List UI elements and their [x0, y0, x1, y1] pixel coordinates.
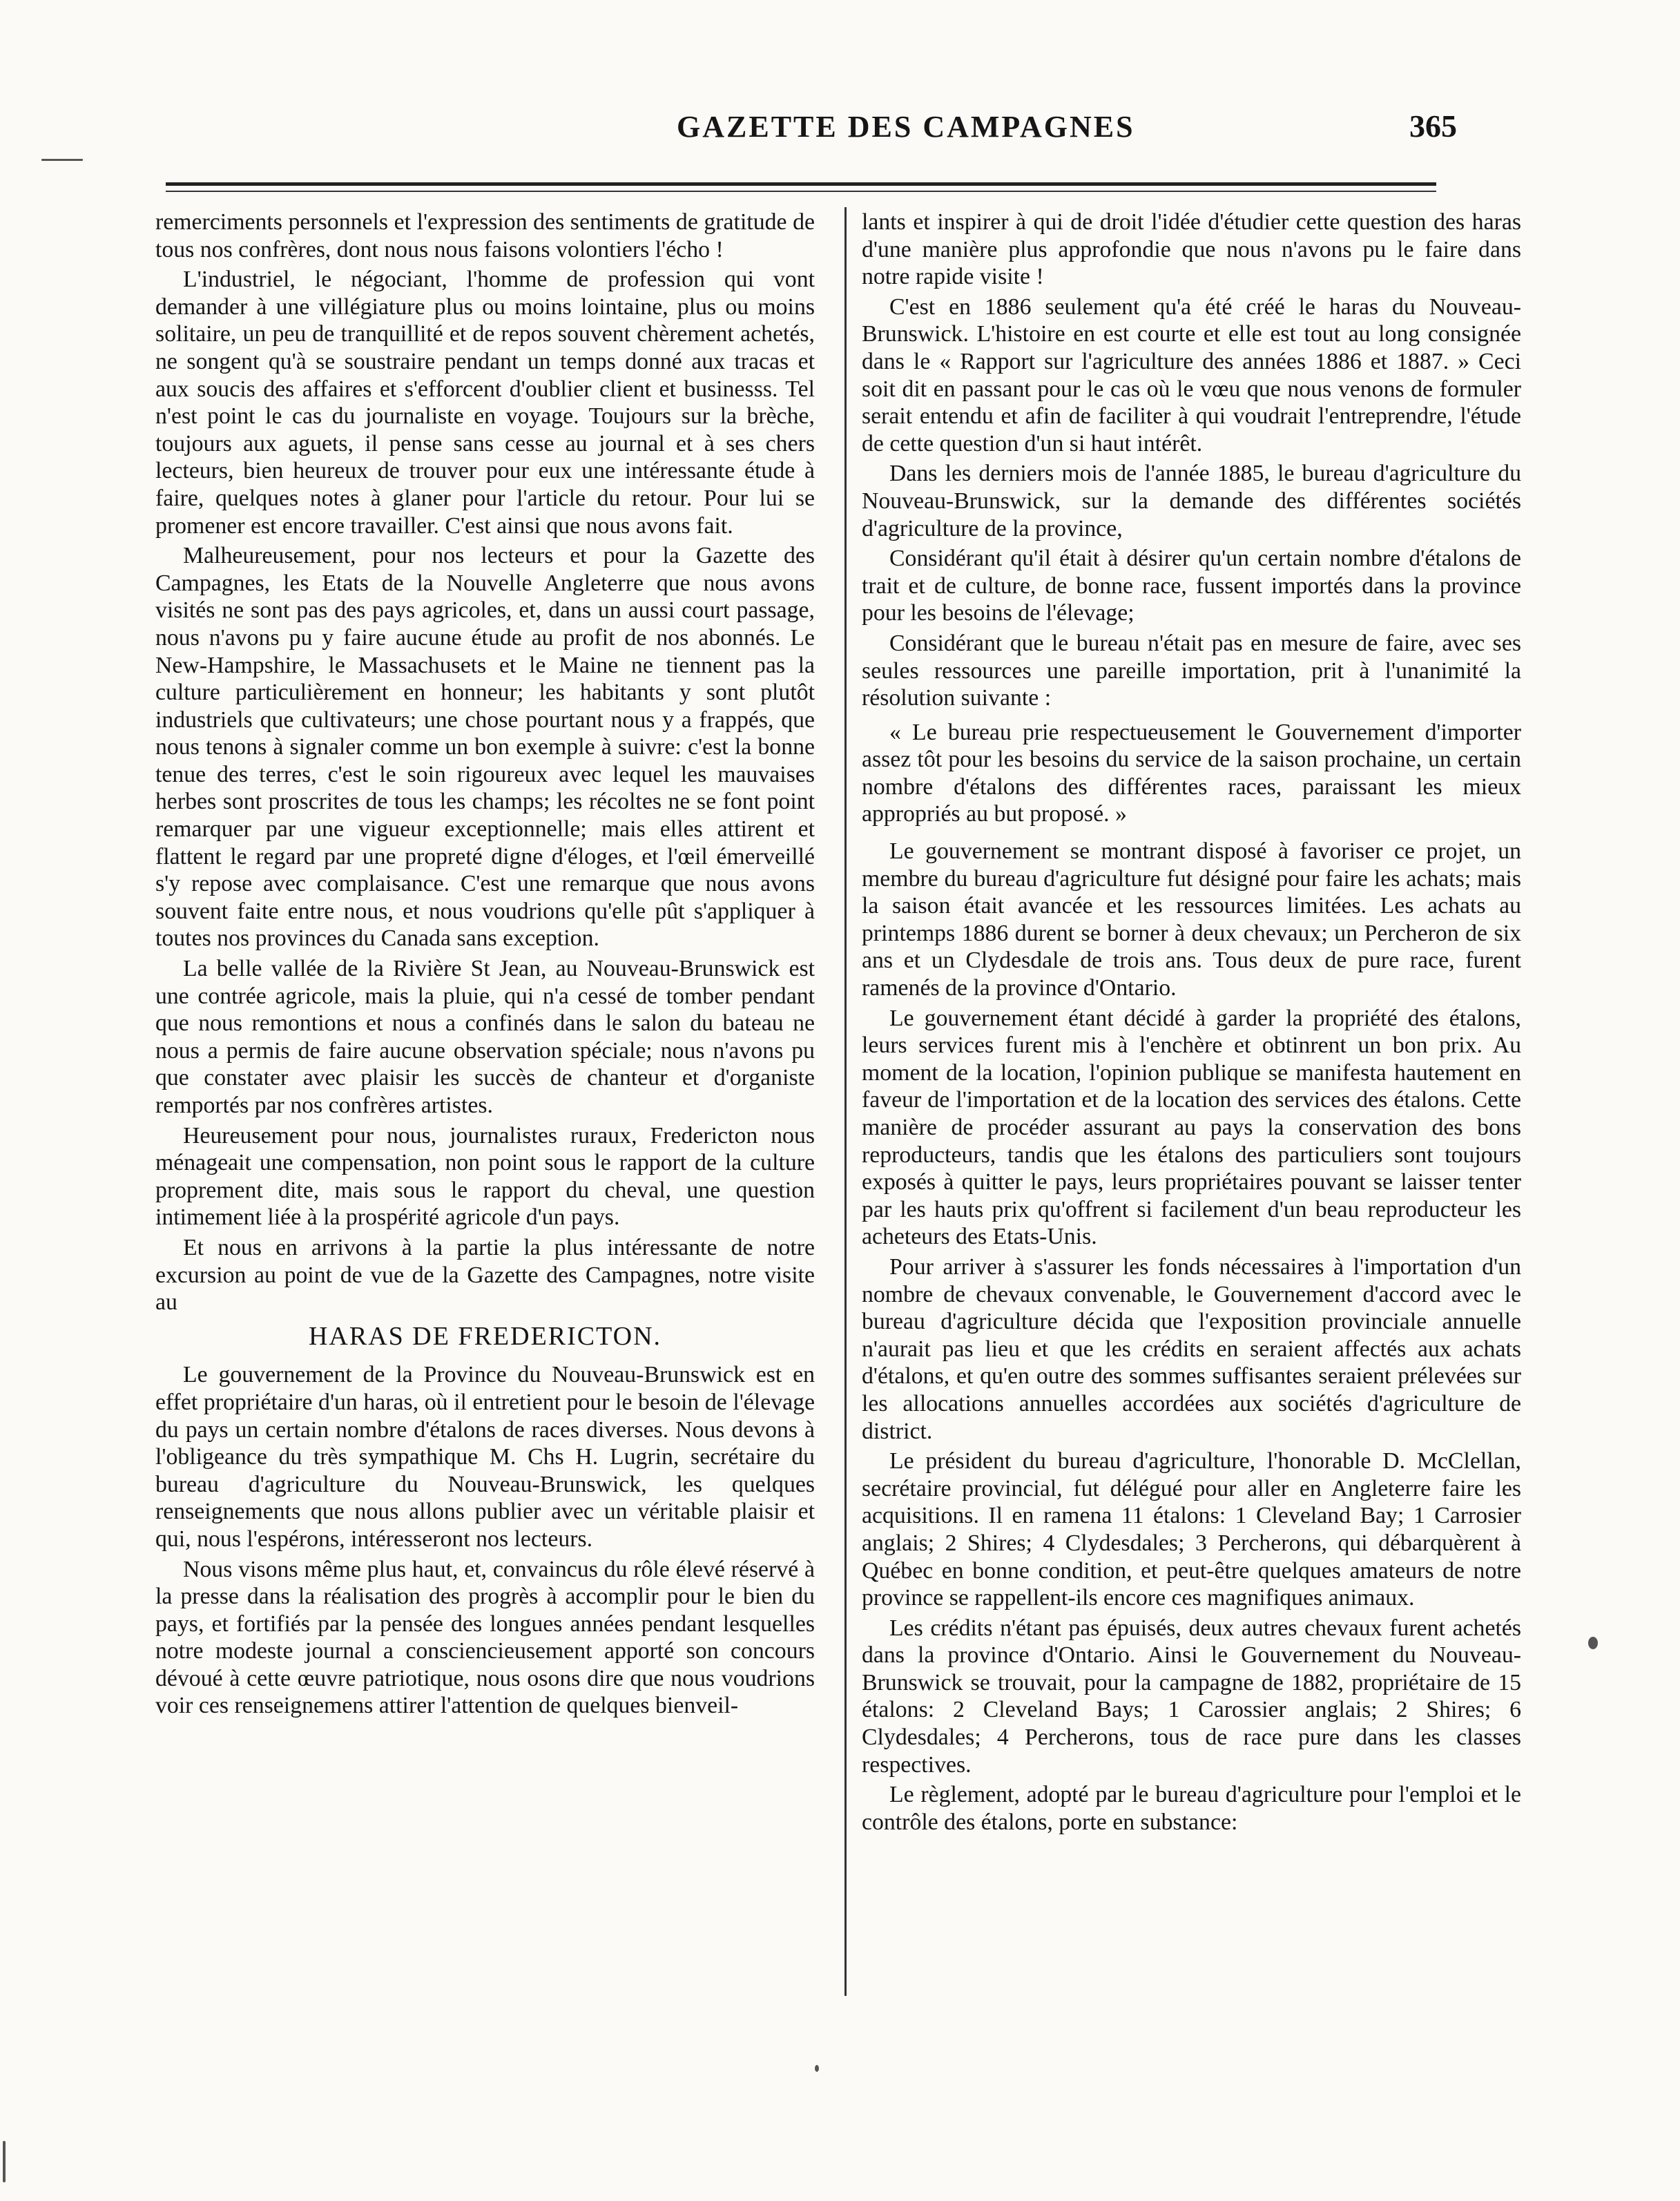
- paragraph-heureusement: Heureusement pour nous, journalistes ruraux, Fredericton nous ménageait une compensation, non point sous le rapport de la culture proprement dite, mais sous le rapport du cheval, une question intimement liée à la prospérité agricole d'un pays.: [155, 1122, 815, 1231]
- paragraph-president: Le président du bureau d'agriculture, l'honorable D. McClellan, secrétaire provincial, fut délégué pour aller en Angleterre faire les acquisitions. Il en ramena 11 étalons: 1 Cleveland Bay; 1 Carrosier anglais; 2 Shires; 4 Clydesdales; 3 Percherons, qui débarquèrent à Québec en bonne condition, et peut-être quelques amateurs de notre province se rappellent-ils encore ces magnifiques animaux.: [862, 1448, 1521, 1611]
- scan-speck: [815, 2065, 819, 2072]
- scan-speck: [41, 159, 83, 161]
- resolution-quote: « Le bureau prie respectueusement le Gouvernement d'importer assez tôt pour les besoins du service de la saison prochaine, un certain nombre d'étalons des différentes races, paraissant les mieux appropriés au but proposé. »: [862, 719, 1521, 827]
- paragraph-remerciments: remerciments personnels et l'expression des sentiments de gratitude de tous nos confrères, dont nous nous faisons volontiers l'écho !: [155, 209, 815, 262]
- scan-speck: [1588, 1637, 1598, 1649]
- header-rule-thin: [166, 191, 1436, 192]
- section-heading-haras: HARAS DE FREDERICTON.: [308, 1321, 662, 1351]
- paragraph-vallee-st-jean: La belle vallée de la Rivière St Jean, au Nouveau-Brunswick est une contrée agricole, mais la pluie, qui n'a cessé de tomber pendant que nous remontions et nous a confinés dans le salon du bateau ne nous a permis de faire aucune observation spéciale; nous n'avons pu que constater avec plaisir les succès de chanteur et d'organiste remportés par nos confrères artistes.: [155, 956, 815, 1118]
- paragraph-arrivons: Et nous en arrivons à la partie la plus intéressante de notre excursion au point de vue de la Gazette des Campagnes, notre visite au: [155, 1234, 815, 1316]
- column-divider: [844, 207, 847, 1996]
- paragraph-gouvernement-decide: Le gouvernement étant décidé à garder la propriété des étalons, leurs services furent mis à l'enchère et obtinrent un bon prix. Au moment de la location, l'opinion publique se manifesta hautement en faveur de l'importation et de la location des services des étalons. Cette manière de procéder assurant au pays la conservation des bons reproducteurs, tandis que les étalons des particuliers sont toujours exposés à quitter le pays, leurs propriétaires pouvant se laisser tenter par les hauts prix qu'offrent si facilement d'un beau reproducteur les acheteurs des Etats-Unis.: [862, 1005, 1521, 1250]
- scan-speck: [3, 2141, 6, 2182]
- paragraph-malheureusement: Malheureusement, pour nos lecteurs et pour la Gazette des Campagnes, les Etats de la Nouvelle Angleterre que nous avons visités ne sont pas des pays agricoles, et, dans un aussi court passage, nous n'avons pu y faire aucune étude au profit de nos abonnés. Le New-Hampshire, le Massachusets et le Maine ne tiennent pas la culture particulièrement en honneur; les habitants y sont plutôt industriels que cultivateurs; une chose pourtant nous y a frappés, que nous tenons à signaler comme un bon exemple à suivre: c'est la bonne tenue des terres, c'est le soin rigoureux avec lequel les mauvaises herbes sont proscrites de tous les champs; les récoltes ne se font point remarquer par une vigueur exceptionnelle; mais elles attirent et flattent le regard par une propreté digne d'éloges, et l'œil émerveillé s'y repose avec complaisance. C'est une remarque que nous avons souvent faite entre nous, et nous voudrions qu'elle pût s'appliquer à toutes nos provinces du Canada sans exception.: [155, 543, 815, 952]
- paragraph-considerant-1: Considérant qu'il était à désirer qu'un certain nombre d'étalons de trait et de culture, de bonne race, fussent importés dans la province pour les besoins de l'élevage;: [862, 546, 1521, 626]
- running-title: GAZETTE DES CAMPAGNES: [677, 110, 1135, 144]
- page-number: 365: [1409, 108, 1457, 144]
- paragraph-credits: Les crédits n'étant pas épuisés, deux autres chevaux furent achetés dans la province d'Ontario. Ainsi le Gouvernement du Nouveau-Brunswick se trouvait, pour la campagne de 1882, propriétaire de 15 étalons: 2 Cleveland Bays; 1 Carossier anglais; 2 Shires; 6 Clydesdales; 4 Percherons, tous de race pure dans les classes respectives.: [862, 1615, 1521, 1778]
- paragraph-industriel: L'industriel, le négociant, l'homme de profession qui vont demander à une villégiature plus ou moins lointaine, plus ou moins solitaire, un peu de tranquillité et de repos souvent chèrement achetés, ne songent qu'à se soustraire pendant un temps donné aux tracas et aux soucis des affaires et s'efforcent d'oublier client et businesss. Tel n'est point le cas du journaliste en voyage. Toujours sur la brèche, toujours aux aguets, il pense sans cesse au journal et à ses chers lecteurs, bien heureux de trouver pour eux une intéressante étude à faire, quelques notes à glaner pour l'article du retour. Pour lui se promener est encore travailler. C'est ainsi que nous avons fait.: [155, 267, 815, 539]
- paragraph-fonds: Pour arriver à s'assurer les fonds nécessaires à l'importation d'un nombre de chevaux convenable, le Gouvernement d'accord avec le bureau d'agriculture décida que l'exposition provinciale annuelle n'aurait pas lieu et que les crédits en seraient affectés aux achats d'étalons, et qu'en outre des sommes suffisantes seraient prélevées sur les allocations annuelles accordées aux sociétés d'agriculture de district.: [862, 1253, 1521, 1444]
- paragraph-visons: Nous visons même plus haut, et, convaincus du rôle élevé réservé à la presse dans la réalisation des progrès à accomplir pour le bien du pays, et fortifiés par la pensée des longues années pendant lesquelles notre modeste journal a consciencieusement apporté son concours dévoué à cette œuvre patriotique, nous osons dire que nous voudrions voir ces renseignemens attirer l'attention de quelques bienveil-: [155, 1556, 815, 1719]
- page-header: [152, 104, 1464, 153]
- paragraph-gouvernement-dispose: Le gouvernement se montrant disposé à favoriser ce projet, un membre du bureau d'agriculture fut désigné pour faire les achats; mais la saison était avancée et les ressources limitées. Les achats au printemps 1886 durent se borner à deux chevaux; un Percheron de six ans et un Clydesdale de trois ans. Tous deux de pure race, furent ramenés de la province d'Ontario.: [862, 838, 1521, 1001]
- left-column: [155, 209, 815, 1722]
- paragraph-derniers-mois: Dans les derniers mois de l'année 1885, le bureau d'agriculture du Nouveau-Brunswick, sur la demande des différentes sociétés d'agriculture de la province,: [862, 461, 1521, 541]
- paragraph-considerant-2: Considérant que le bureau n'était pas en mesure de faire, avec ses seules ressources une pareille importation, prit à l'unanimité la résolution suivante :: [862, 630, 1521, 711]
- paragraph-1886: C'est en 1886 seulement qu'a été créé le haras du Nouveau-Brunswick. L'histoire en est courte et elle est tout au long consignée dans le « Rapport sur l'agriculture des années 1886 et 1887. » Ceci soit dit en passant pour le cas où le vœu que nous venons de formuler serait entendu et afin de faciliter à qui voudrait l'entreprendre, l'étude de cette question d'un si haut intérêt.: [862, 294, 1521, 456]
- paragraph-lants: lants et inspirer à qui de droit l'idée d'étudier cette question des haras d'une manière plus approfondie que nous n'avons pu le faire dans notre rapide visite !: [862, 209, 1521, 290]
- paragraph-gouvernement-province: Le gouvernement de la Province du Nouveau-Brunswick est en effet propriétaire d'un haras, où il entretient pour le besoin de l'élevage du pays un certain nombre d'étalons de races diverses. Nous devons à l'obligeance du très sympathique M. Chs H. Lugrin, secrétaire du bureau d'agriculture du Nouveau-Brunswick, les quelques renseignements que nous allons publier avec un véritable plaisir et qui, nous l'espérons, intéresseront nos lecteurs.: [155, 1362, 815, 1552]
- right-column: [862, 209, 1521, 1838]
- paragraph-reglement: Le règlement, adopté par le bureau d'agriculture pour l'emploi et le contrôle des étalons, porte en substance:: [862, 1782, 1521, 1835]
- header-rule-thick: [166, 182, 1436, 186]
